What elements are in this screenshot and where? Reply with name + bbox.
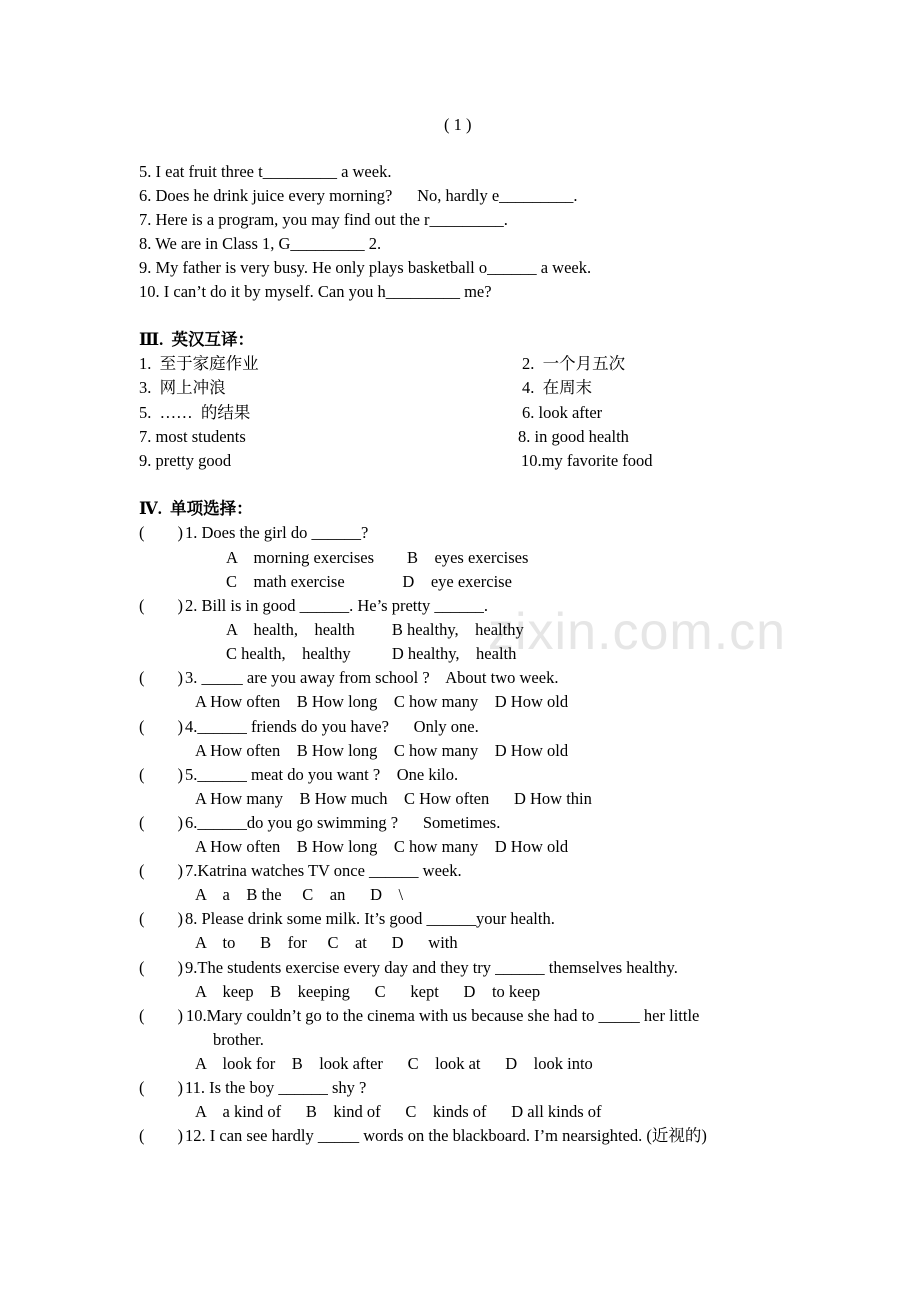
question-11-options: A a kind of B kind of C kinds of D all kinds of	[195, 1102, 602, 1121]
question-4-options: A How often B How long C how many D How old	[195, 741, 569, 760]
question-5-options: A How many B How much C How often D How thin	[195, 789, 592, 808]
answer-paren: ( )	[139, 813, 183, 832]
answer-paren: ( )	[139, 668, 183, 687]
answer-paren: ( )	[139, 717, 183, 736]
question-10-continued: brother.	[213, 1030, 264, 1049]
question-2-options-a-b: A health, health B healthy, healthy	[226, 620, 524, 639]
blank-item-10: 10. I can’t do it by myself. Can you h_________ me?	[139, 282, 492, 301]
translate-item-3: 3. 网上冲浪	[139, 378, 226, 397]
answer-paren: ( )	[139, 523, 183, 542]
question-4: 4.______ friends do you have? Only one.	[185, 717, 479, 736]
question-2: 2. Bill is in good ______. He’s pretty ______.	[185, 596, 488, 615]
blank-item-5: 5. I eat fruit three t_________ a week.	[139, 162, 392, 181]
question-8: 8. Please drink some milk. It’s good ______your health.	[185, 909, 555, 928]
question-5: 5.______ meat do you want ? One kilo.	[185, 765, 459, 784]
watermark: zixin.com.cn	[488, 603, 787, 661]
section4-title: Ⅳ. 单项选择：	[139, 499, 253, 518]
question-7-options: A a B the C an D \	[195, 885, 404, 904]
question-1: 1. Does the girl do ______?	[185, 523, 369, 542]
translate-item-9: 9. pretty good	[139, 451, 232, 470]
question-12: 12. I can see hardly _____ words on the blackboard. I’m nearsighted. (近视的)	[185, 1126, 707, 1145]
question-7: 7.Katrina watches TV once ______ week.	[185, 861, 462, 880]
translate-item-8: 8. in good health	[518, 427, 629, 446]
translate-item-7: 7. most students	[139, 427, 246, 446]
question-9-options: A keep B keeping C kept D to keep	[195, 982, 541, 1001]
question-10-options: A look for B look after C look at D look into	[195, 1054, 593, 1073]
section3-title: Ⅲ. 英汉互译：	[139, 330, 254, 349]
page-number: ( 1 )	[444, 115, 472, 134]
question-11: 11. Is the boy ______ shy ?	[185, 1078, 367, 1097]
translate-item-10: 10.my favorite food	[521, 451, 653, 470]
blank-item-9: 9. My father is very busy. He only plays basketball o______ a week.	[139, 258, 592, 277]
answer-paren: ( )	[139, 596, 183, 615]
translate-item-1: 1. 至于家庭作业	[139, 354, 259, 373]
answer-paren: ( )	[139, 958, 183, 977]
translate-item-2: 2. 一个月五次	[522, 354, 626, 373]
question-1-options-c-d: C math exercise D eye exercise	[226, 572, 512, 591]
answer-paren: ( )	[139, 861, 183, 880]
question-6-options: A How often B How long C how many D How old	[195, 837, 569, 856]
question-6: 6.______do you go swimming ? Sometimes.	[185, 813, 501, 832]
question-1-options-a-b: A morning exercises B eyes exercises	[226, 548, 529, 567]
blank-item-6: 6. Does he drink juice every morning? No, hardly e_________.	[139, 186, 578, 205]
translate-item-5: 5. …… 的结果	[139, 403, 251, 422]
translate-item-6: 6. look after	[522, 403, 603, 422]
translate-item-4: 4. 在周末	[522, 378, 593, 397]
answer-paren: ( )	[139, 909, 183, 928]
question-10: 10.Mary couldn’t go to the cinema with us because she had to _____ her little	[186, 1006, 700, 1025]
answer-paren: ( )	[139, 765, 183, 784]
blank-item-8: 8. We are in Class 1, G_________ 2.	[139, 234, 382, 253]
answer-paren: ( )	[139, 1078, 183, 1097]
question-3: 3. _____ are you away from school ? About two week.	[185, 668, 559, 687]
question-3-options: A How often B How long C how many D How old	[195, 692, 569, 711]
answer-paren: ( )	[139, 1126, 183, 1145]
question-2-options-c-d: C health, healthy D healthy, health	[226, 644, 517, 663]
question-9: 9.The students exercise every day and they try ______ themselves healthy.	[185, 958, 678, 977]
question-8-options: A to B for C at D with	[195, 933, 458, 952]
blank-item-7: 7. Here is a program, you may find out the r_________.	[139, 210, 508, 229]
answer-paren: ( )	[139, 1006, 183, 1025]
